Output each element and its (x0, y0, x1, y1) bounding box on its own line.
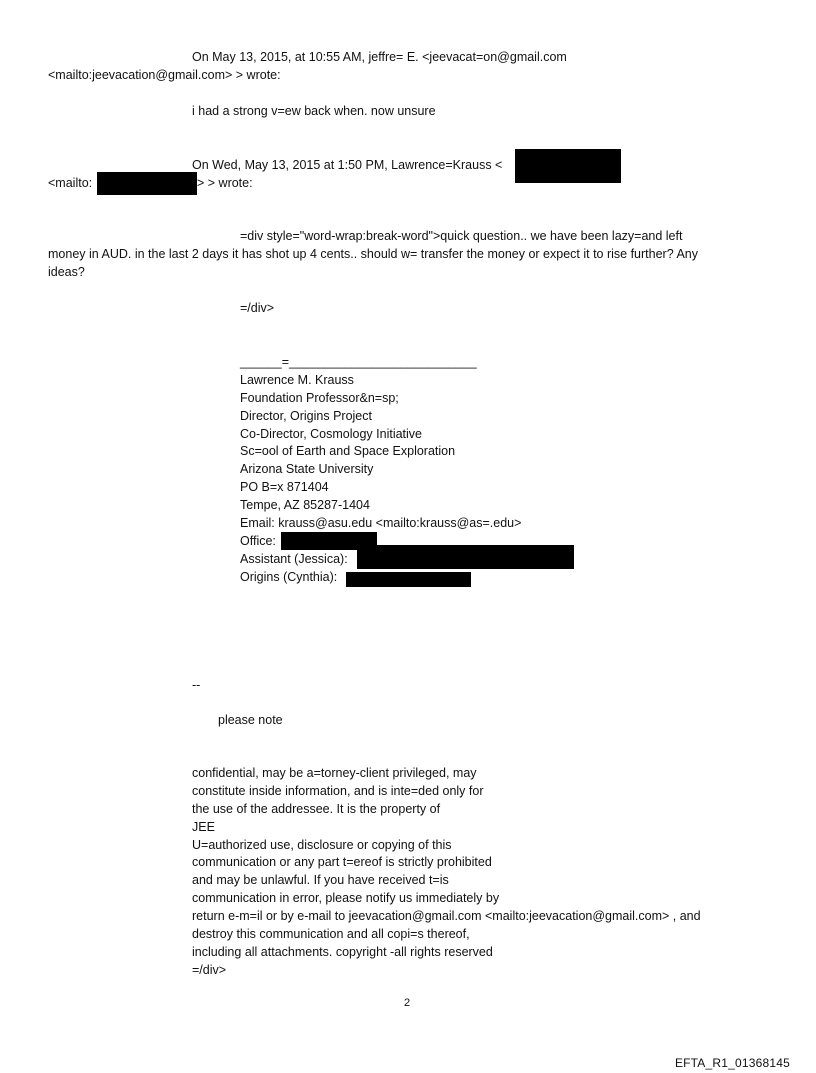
quoted-header-2-mailto-prefix: <mailto: (48, 176, 93, 190)
disclaimer-line: communication or any part t=ereof is strictly prohibited (192, 855, 492, 870)
signature-school: Sc=ool of Earth and Space Exploration (240, 444, 456, 459)
redaction-box-assistant-phone (357, 545, 574, 569)
signature-email: Email: krauss@asu.edu <mailto:krauss@as=.edu> (240, 516, 522, 531)
disclaimer-line: =/div> (192, 962, 227, 977)
signature-name: Lawrence M. Krauss (240, 372, 354, 387)
disclaimer-line: and may be unlawful. If you have received t=is (192, 873, 449, 888)
disclaimer-line: destroy this communication and all copi=s thereof, (192, 927, 470, 942)
signature-origins-label: Origins (Cynthia): (240, 569, 338, 584)
page-number: 2 (404, 997, 411, 1009)
message-line-3: ideas? (48, 265, 85, 279)
disclaimer-line: including all attachments. copyright -all rights reserved (192, 944, 493, 959)
signature-separator: -- (192, 678, 201, 692)
disclaimer-line: JEE (192, 819, 215, 834)
quoted-header-2-line1: On Wed, May 13, 2015 at 1:50 PM, Lawrence=Krauss < (192, 158, 503, 172)
disclaimer-line: U=authorized use, disclosure or copying of this (192, 837, 452, 852)
signature-city: Tempe, AZ 85287-1404 (240, 498, 370, 513)
reply-text: i had a strong v=ew back when. now unsure (192, 104, 436, 118)
message-line-2: money in AUD. in the last 2 days it has shot up 4 cents.. should w= transfer the money or expect it to rise further? Any (48, 247, 698, 261)
signature-university: Arizona State University (240, 462, 374, 477)
message-line-1: =div style="word-wrap:break-word">quick question.. we have been lazy=and left (240, 229, 683, 243)
redaction-box-sender-email (515, 149, 621, 183)
signature-po-box: PO B=x 871404 (240, 480, 329, 495)
redaction-box-mailto (97, 172, 197, 195)
redaction-box-origins-phone (346, 572, 471, 587)
signature-title: Foundation Professor&n=sp; (240, 390, 399, 405)
quoted-header-2-mailto-suffix: > > wrote: (197, 176, 253, 190)
signature-assistant-label: Assistant (Jessica): (240, 551, 348, 566)
disclaimer-line: the use of the addressee. It is the property of (192, 801, 441, 816)
document-id: EFTA_R1_01368145 (674, 1056, 790, 1070)
disclaimer-block (192, 765, 701, 980)
please-note: please note (218, 713, 283, 727)
message-close-div: =/div> (240, 301, 275, 315)
signature-rule: ______=___________________________ (240, 355, 477, 369)
disclaimer-line: return e-m=il or by e-mail to jeevacation@gmail.com <mailto:jeevacation@gmail.com> , and (192, 909, 701, 924)
signature-role-2: Co-Director, Cosmology Initiative (240, 426, 423, 441)
disclaimer-line: constitute inside information, and is inte=ded only for (192, 783, 484, 798)
quoted-header-1-line1: On May 13, 2015, at 10:55 AM, jeffre= E. <jeevacat=on@gmail.com (192, 50, 567, 64)
signature-role-1: Director, Origins Project (240, 408, 372, 423)
quoted-header-1-line2: <mailto:jeevacation@gmail.com> > wrote: (48, 68, 281, 82)
disclaimer-line: communication in error, please notify us immediately by (192, 891, 500, 906)
signature-office-label: Office: (240, 533, 276, 548)
disclaimer-line: confidential, may be a=torney-client privileged, may (192, 766, 477, 780)
